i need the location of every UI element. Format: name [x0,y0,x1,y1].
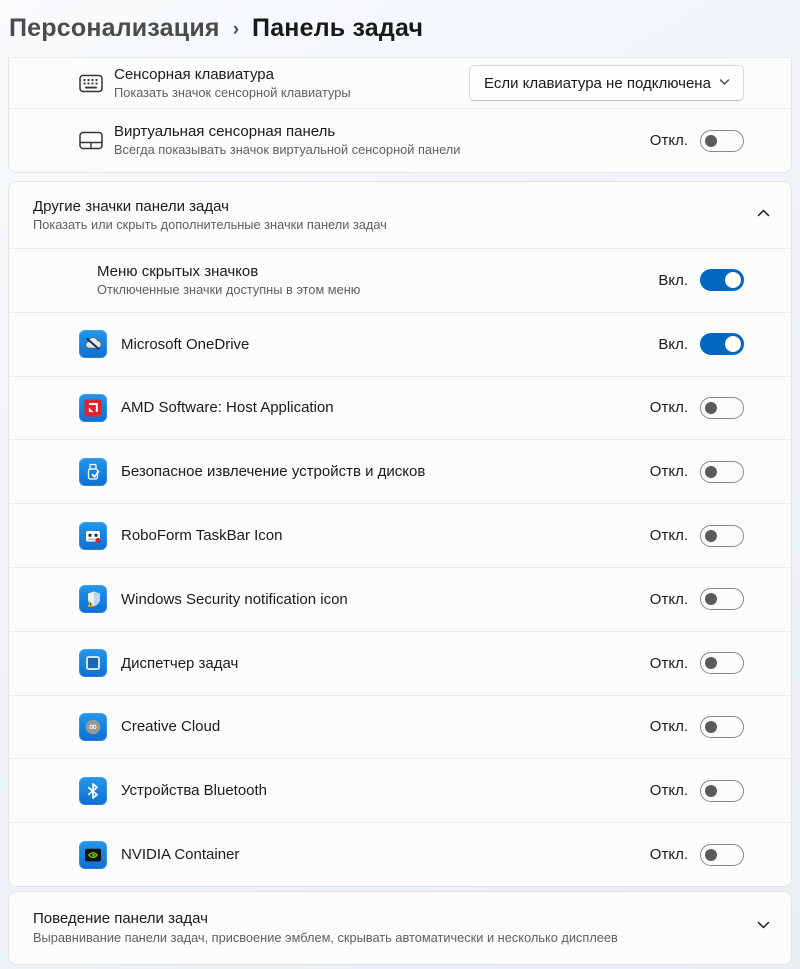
breadcrumb [0,0,800,57]
row-text [33,910,618,945]
row-controls [650,461,791,483]
row-title: Устройства Bluetooth [121,782,268,800]
microsoft-onedrive-toggle[interactable] [700,333,744,355]
row-text [121,655,238,672]
toggle-knob [705,402,717,414]
svg-text:∞: ∞ [88,721,98,734]
breadcrumb-separator-icon: › [232,18,240,40]
row-subtitle: Отключенные значки доступны в этом меню [97,282,361,298]
touch-keyboard-dropdown[interactable] [469,65,744,101]
row-title: Creative Cloud [121,718,221,736]
virtual-touchpad-toggle[interactable] [700,130,744,152]
toggle-state-label: Откл. [649,527,688,545]
task-manager-toggle[interactable] [700,652,744,674]
row-controls [755,206,791,225]
toggle-knob [705,785,717,797]
row-text [114,123,460,158]
toggle-state-label: Откл. [649,590,688,608]
row-controls [469,65,791,101]
toggle-state-label: Откл. [649,846,688,864]
nvidia-container-toggle[interactable] [700,844,744,866]
row-title: AMD Software: Host Application [121,399,334,417]
breadcrumb-personalization[interactable]: Персонализация [9,14,220,42]
row-controls [650,130,791,152]
card-other-tray-icons [8,181,792,887]
creative-cloud-toggle[interactable] [700,716,744,738]
page-title: Панель задач [252,14,424,42]
row-title: Безопасное извлечение устройств и дисков [121,463,426,481]
hidden-icons-menu-toggle[interactable] [700,269,744,291]
row-text [114,66,351,101]
row-virtual-touchpad [9,108,791,172]
row-text [121,846,239,863]
amd-icon [79,394,107,422]
windows-security-toggle[interactable] [700,588,744,610]
row-hidden-icons-menu [9,248,791,312]
toggle-knob [705,657,717,669]
toggle-state-label: Вкл. [658,271,688,289]
row-nvidia-container [9,822,791,886]
nvidia-icon [79,841,107,869]
row-touch-keyboard [9,58,791,108]
toggle-state-label: Откл. [649,463,688,481]
row-text [121,336,249,353]
row-controls [650,397,791,419]
row-text [121,527,282,544]
row-subtitle: Всегда показывать значок виртуальной сенсорной панели [114,142,461,158]
card-system-tray-icons [8,57,792,173]
row-title: Сенсорная клавиатура [114,65,274,83]
row-subtitle: Показать значок сенсорной клавиатуры [114,84,351,100]
dropdown-selected-value: Если клавиатура не подключена [484,74,711,92]
row-subtitle: Выравнивание панели задач, присвоение эмблем, скрывать автоматически и несколько дисплеев [33,929,618,945]
task-manager-icon [79,649,107,677]
row-controls [658,333,791,355]
roboform-toggle[interactable] [700,525,744,547]
row-creative-cloud [9,695,791,759]
row-title: RoboForm TaskBar Icon [121,526,283,544]
row-other-tray-icons-header[interactable] [9,182,791,248]
row-task-manager [9,631,791,695]
row-title: Поведение панели задач [33,910,208,928]
bluetooth-devices-toggle[interactable] [700,780,744,802]
amd-software-toggle[interactable] [700,397,744,419]
row-title: Windows Security notification icon [121,590,348,608]
toggle-knob [705,135,717,147]
chevron-down-icon [718,75,731,92]
touch-keyboard-icon [79,73,103,93]
toggle-knob [705,849,717,861]
row-controls [650,780,791,802]
row-text [33,198,387,233]
row-subtitle: Показать или скрыть дополнительные значки панели задач [33,216,387,232]
chevron-down-icon[interactable] [755,918,772,937]
row-bluetooth-devices [9,758,791,822]
row-controls [650,652,791,674]
row-title: NVIDIA Container [121,845,240,863]
toggle-state-label: Откл. [649,654,688,672]
toggle-knob [725,272,741,288]
row-text [121,399,334,416]
row-text [121,718,220,735]
row-amd-software [9,376,791,440]
toggle-knob [705,721,717,733]
row-controls [658,269,791,291]
card-taskbar-behaviors [8,891,792,965]
usb-eject-icon [79,458,107,486]
row-windows-security [9,567,791,631]
creative-cloud-icon [79,713,107,741]
toggle-state-label: Откл. [649,718,688,736]
touchpad-icon [79,131,103,151]
row-title: Microsoft OneDrive [121,335,250,353]
toggle-state-label: Откл. [649,782,688,800]
row-microsoft-onedrive [9,312,791,376]
row-controls [650,844,791,866]
row-text [121,591,348,608]
toggle-knob [705,530,717,542]
row-title: Меню скрытых значков [97,262,259,280]
row-text [121,463,425,480]
row-controls [650,525,791,547]
row-title: Виртуальная сенсорная панель [114,123,336,141]
onedrive-icon [79,330,107,358]
row-text [121,782,267,799]
row-title: Диспетчер задач [121,654,239,672]
bluetooth-icon [79,777,107,805]
row-controls [755,918,791,937]
toggle-knob [725,336,741,352]
roboform-icon [79,522,107,550]
toggle-state-label: Откл. [649,132,688,149]
toggle-knob [705,466,717,478]
row-controls [650,716,791,738]
chevron-up-icon[interactable] [755,206,772,225]
row-roboform [9,503,791,567]
row-taskbar-behaviors[interactable] [9,892,791,964]
windows-security-icon [79,585,107,613]
toggle-state-label: Вкл. [658,335,688,353]
toggle-state-label: Откл. [649,399,688,417]
safe-eject-toggle[interactable] [700,461,744,483]
row-text [97,263,360,298]
toggle-knob [705,593,717,605]
row-safe-eject [9,439,791,503]
row-controls [650,588,791,610]
row-title: Другие значки панели задач [33,197,229,215]
